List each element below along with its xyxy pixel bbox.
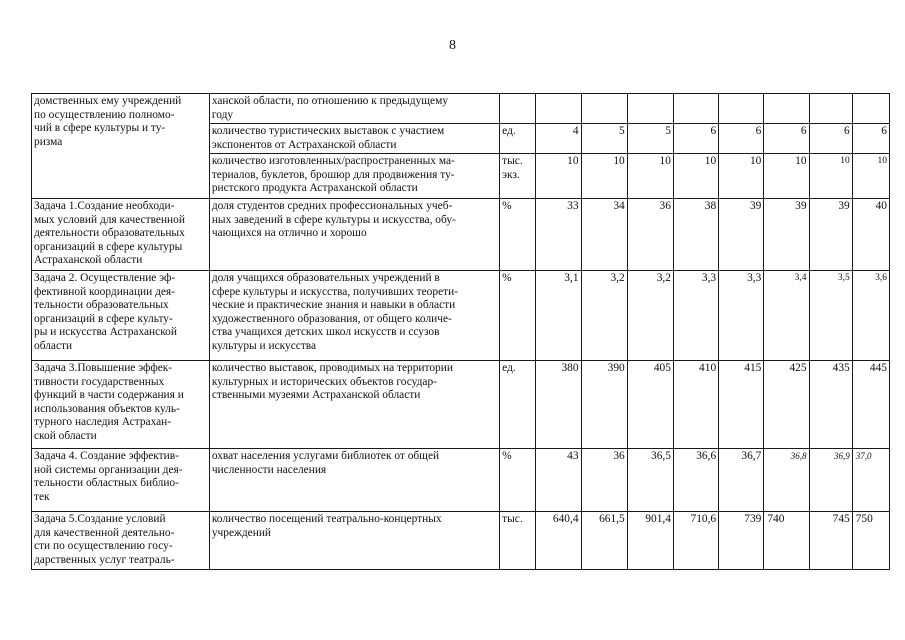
value-cell: 10 (719, 154, 764, 199)
value-cell: 3,6 (852, 271, 889, 361)
indicator-cell (209, 512, 499, 570)
value-cell: 36 (627, 199, 673, 271)
unit-cell (500, 94, 536, 124)
value-cell: 3,5 (809, 271, 852, 361)
value-cell: 3,4 (764, 271, 809, 361)
task-line: для качественной деятельно- (34, 526, 175, 539)
indicator-line: году (211, 108, 234, 121)
value-cell (809, 94, 852, 124)
indicator-cell (209, 361, 499, 449)
indicators-table (31, 93, 890, 570)
indicator-cell (209, 124, 499, 154)
value-cell: 6 (673, 124, 718, 154)
task-line: ризма (34, 135, 63, 148)
value-cell: 6 (809, 124, 852, 154)
value-cell: 410 (673, 361, 718, 449)
task-line: ной системы организации дея- (34, 463, 183, 476)
task-line: организаций в сфере культуры (34, 240, 183, 253)
table-row (32, 199, 890, 271)
task-line: тельности областных библио- (34, 477, 179, 490)
task-line: фективной координации дея- (34, 285, 175, 298)
unit-cell: ед. (500, 124, 536, 154)
value-cell: 10 (627, 154, 673, 199)
value-cell: 5 (627, 124, 673, 154)
indicator-cell (209, 271, 499, 361)
task-line: организаций в сфере культу- (34, 312, 173, 325)
task-cell (32, 361, 210, 449)
value-cell: 10 (764, 154, 809, 199)
value-cell: 445 (852, 361, 889, 449)
indicator-line: ческие и практические знания и навыки в области (211, 299, 456, 312)
value-cell: 661,5 (581, 512, 627, 570)
value-cell (719, 94, 764, 124)
value-cell: 3,2 (627, 271, 673, 361)
indicator-line: ных заведений в сфере культуры и искусства, обу- (211, 213, 456, 226)
value-cell: 425 (764, 361, 809, 449)
task-cell (32, 94, 210, 199)
value-cell: 10 (536, 154, 581, 199)
unit-cell: тыс. экз. (500, 154, 536, 199)
indicator-cell (209, 199, 499, 271)
value-cell: 36,5 (627, 449, 673, 512)
task-line: домственных ему учреждений (34, 95, 182, 107)
unit-cell: тыс. (500, 512, 536, 570)
task-line: области (34, 339, 73, 352)
indicator-line: художественного образования, от общего количе- (211, 312, 452, 325)
value-cell: 36 (581, 449, 627, 512)
indicator-line: экспонентов от Астраханской области (211, 138, 397, 151)
value-cell: 34 (581, 199, 627, 271)
indicator-line: доля учащихся образовательных учреждений в (211, 272, 440, 284)
value-cell: 40 (852, 199, 889, 271)
task-line: тек (34, 490, 50, 503)
indicator-line: ства учащихся детских школ искусств и ссузов (211, 326, 440, 339)
value-cell: 36,8 (764, 449, 809, 512)
value-cell: 405 (627, 361, 673, 449)
value-cell (627, 94, 673, 124)
task-line: Задача 5.Создание условий (34, 513, 166, 525)
task-line: турного наследия Астрахан- (34, 416, 172, 429)
value-cell: 740 (764, 512, 809, 570)
indicator-line: количество туристических выставок с участием (211, 125, 445, 137)
value-cell: 390 (581, 361, 627, 449)
indicator-cell (209, 449, 499, 512)
value-cell: 380 (536, 361, 581, 449)
indicator-line: доля студентов средних профессиональных учеб- (211, 200, 453, 212)
indicator-line: учреждений (211, 526, 272, 539)
task-line: деятельности образовательных (34, 227, 185, 240)
task-line: использования объектов куль- (34, 402, 180, 415)
value-cell (764, 94, 809, 124)
task-cell (32, 449, 210, 512)
value-cell: 10 (673, 154, 718, 199)
table-row (32, 94, 890, 124)
value-cell: 4 (536, 124, 581, 154)
unit-cell: ед. (500, 361, 536, 449)
unit-cell: % (500, 449, 536, 512)
value-cell: 33 (536, 199, 581, 271)
task-line: ской области (34, 429, 97, 442)
indicator-cell (209, 94, 499, 124)
task-line: по осуществлению полномо- (34, 108, 175, 121)
indicator-line: ственными музеями Астраханской области (211, 389, 421, 402)
task-line: Задача 2. Осуществление эф- (34, 272, 176, 284)
value-cell: 10 (809, 154, 852, 199)
indicator-line: количество выставок, проводимых на территории (211, 362, 453, 374)
value-cell (673, 94, 718, 124)
task-line: Задача 4. Создание эффектив- (34, 450, 179, 462)
indicator-line: ханской области, по отношению к предыдущему (211, 95, 449, 107)
value-cell: 39 (719, 199, 764, 271)
indicator-line: численности населения (211, 463, 327, 476)
value-cell: 739 (719, 512, 764, 570)
task-line: мых условий для качественной (34, 213, 185, 226)
value-cell: 745 (809, 512, 852, 570)
value-cell: 640,4 (536, 512, 581, 570)
table-row (32, 512, 890, 570)
task-line: функций в части содержания и (34, 389, 184, 402)
task-line: тельности образовательных (34, 299, 169, 312)
value-cell: 3,3 (719, 271, 764, 361)
value-cell: 3,1 (536, 271, 581, 361)
value-cell: 10 (852, 154, 889, 199)
value-cell: 39 (809, 199, 852, 271)
indicator-cell (209, 154, 499, 199)
indicator-line: культурных и исторических объектов государ- (211, 375, 437, 388)
value-cell: 43 (536, 449, 581, 512)
value-cell: 36,7 (719, 449, 764, 512)
value-cell: 10 (581, 154, 627, 199)
value-cell: 36,9 (809, 449, 852, 512)
indicator-line: охват населения услугами библиотек от общей (211, 450, 440, 462)
indicator-line: чающихся на отлично и хорошо (211, 227, 367, 240)
table-row (32, 361, 890, 449)
value-cell: 37,0 (852, 449, 889, 512)
value-cell: 6 (719, 124, 764, 154)
value-cell: 6 (764, 124, 809, 154)
indicator-line: териалов, буклетов, брошюр для продвижения ту- (211, 168, 455, 181)
task-cell (32, 512, 210, 570)
unit-cell: % (500, 271, 536, 361)
task-cell (32, 271, 210, 361)
value-cell (852, 94, 889, 124)
task-line: чий в сфере культуры и ту- (34, 122, 166, 135)
table-row (32, 271, 890, 361)
task-line: сти по осуществлению госу- (34, 540, 173, 553)
value-cell: 710,6 (673, 512, 718, 570)
page-number: 8 (449, 38, 456, 53)
table-row (32, 449, 890, 512)
indicator-line: ристского продукта Астраханской области (211, 182, 418, 195)
value-cell: 415 (719, 361, 764, 449)
value-cell: 39 (764, 199, 809, 271)
value-cell: 36,6 (673, 449, 718, 512)
value-cell: 3,3 (673, 271, 718, 361)
indicator-line: количество посещений театрально-концертных (211, 513, 442, 525)
task-line: дарственных услуг театраль- (34, 553, 175, 566)
value-cell: 6 (852, 124, 889, 154)
value-cell: 5 (581, 124, 627, 154)
value-cell: 750 (852, 512, 889, 570)
task-line: тивности государственных (34, 375, 165, 388)
value-cell: 38 (673, 199, 718, 271)
value-cell (536, 94, 581, 124)
task-cell (32, 199, 210, 271)
indicator-line: культуры и искусства (211, 339, 317, 352)
task-line: Астраханской области (34, 254, 143, 267)
value-cell: 901,4 (627, 512, 673, 570)
task-line: Задача 1.Создание необходи- (34, 200, 175, 212)
task-line: Задача 3.Повышение эффек- (34, 362, 173, 374)
value-cell (581, 94, 627, 124)
value-cell: 435 (809, 361, 852, 449)
value-cell: 3,2 (581, 271, 627, 361)
unit-cell: % (500, 199, 536, 271)
indicator-line: количество изготовленных/распространенных ма- (211, 155, 455, 167)
task-line: ры и искусства Астраханской (34, 326, 177, 339)
indicator-line: сфере культуры и искусства, получивших теорети- (211, 285, 458, 298)
